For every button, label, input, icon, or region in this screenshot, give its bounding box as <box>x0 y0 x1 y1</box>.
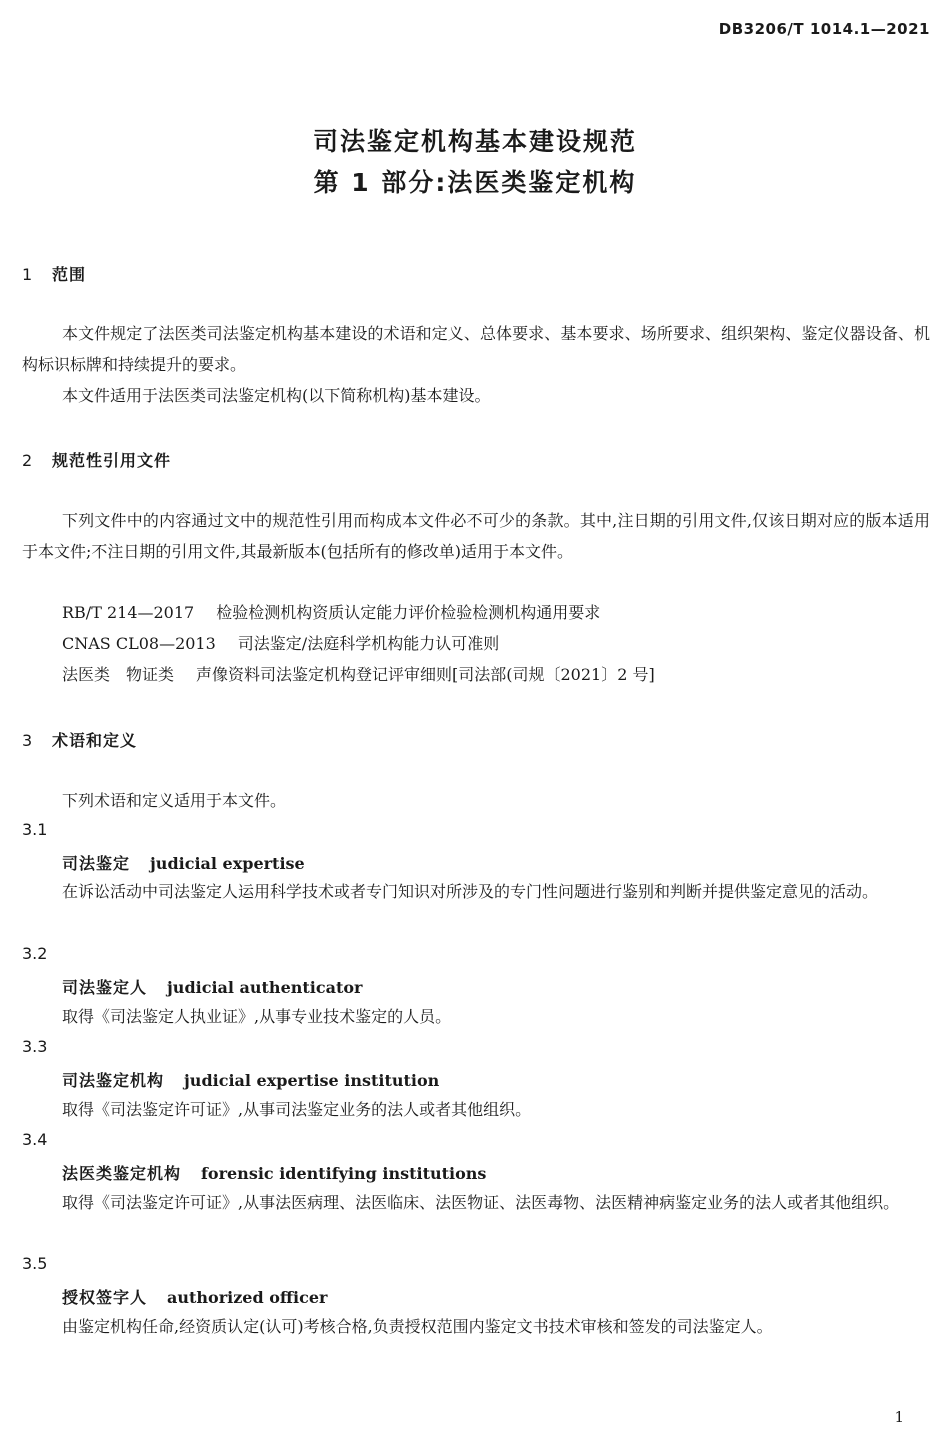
section-number: 3 <box>22 731 34 750</box>
section-title: 范围 <box>52 265 87 284</box>
term-zh: 司法鉴定人 <box>62 978 148 997</box>
term-entry <box>62 975 362 998</box>
section-number: 2 <box>22 451 34 470</box>
reference-item <box>62 598 600 628</box>
term-entry <box>62 1285 327 1308</box>
reference-code: CNAS CL08—2013 <box>62 634 216 653</box>
standard-code: DB3206/T 1014.1—2021 <box>718 20 930 38</box>
section-title: 术语和定义 <box>52 731 138 750</box>
section-title: 规范性引用文件 <box>52 451 172 470</box>
term-en: judicial authenticator <box>167 978 363 997</box>
clause-number: 3.5 <box>22 1254 48 1273</box>
term-definition: 由鉴定机构任命,经资质认定(认可)考核合格,负责授权范围内鉴定文书技术审核和签发的司法鉴定人。 <box>62 1317 773 1336</box>
term-en: judicial expertise <box>150 854 305 873</box>
term-definition: 取得《司法鉴定人执业证》,从事专业技术鉴定的人员。 <box>62 1007 452 1026</box>
reference-title: 声像资料司法鉴定机构登记评审细则[司法部(司规〔2021〕2 号] <box>196 665 655 684</box>
reference-title: 检验检测机构资质认定能力评价检验检测机构通用要求 <box>216 603 601 622</box>
term-en: authorized officer <box>167 1288 328 1307</box>
reference-title: 司法鉴定/法庭科学机构能力认可准则 <box>237 634 500 653</box>
page-number: 1 <box>894 1408 904 1426</box>
term-zh: 授权签字人 <box>62 1288 148 1307</box>
clause-number: 3.1 <box>22 820 48 839</box>
paragraph: 本文件规定了法医类司法鉴定机构基本建设的术语和定义、总体要求、基本要求、场所要求、组织架构、鉴定仪器设备、机构标识标牌和持续提升的要求。 <box>22 324 930 374</box>
reference-code: 法医类 物证类 <box>62 665 175 684</box>
term-definition: 在诉讼活动中司法鉴定人运用科学技术或者专门知识对所涉及的专门性问题进行鉴别和判断并提供鉴定意见的活动。 <box>62 882 879 901</box>
term-definition: 取得《司法鉴定许可证》,从事法医病理、法医临床、法医物证、法医毒物、法医精神病鉴定业务的法人或者其他组织。 <box>62 1193 900 1212</box>
clause-number: 3.3 <box>22 1037 48 1056</box>
term-zh: 司法鉴定 <box>62 854 131 873</box>
reference-code: RB/T 214—2017 <box>62 603 195 622</box>
term-entry <box>62 1161 486 1184</box>
document-title: 司法鉴定机构基本建设规范 <box>312 127 637 156</box>
term-zh: 司法鉴定机构 <box>62 1071 165 1090</box>
paragraph: 下列文件中的内容通过文中的规范性引用而构成本文件必不可少的条款。其中,注日期的引用文件,仅该日期对应的版本适用于本文件;不注日期的引用文件,其最新版本(包括所有的修改单)适用于本文件。 <box>22 511 930 561</box>
clause-number: 3.2 <box>22 944 48 963</box>
section-number: 1 <box>22 265 34 284</box>
term-definition: 取得《司法鉴定许可证》,从事司法鉴定业务的法人或者其他组织。 <box>62 1100 532 1119</box>
reference-item <box>62 629 499 659</box>
section-heading <box>22 262 86 285</box>
term-en: judicial expertise institution <box>184 1071 440 1090</box>
reference-item <box>62 660 655 690</box>
term-zh: 法医类鉴定机构 <box>62 1164 182 1183</box>
paragraph: 本文件适用于法医类司法鉴定机构(以下简称机构)基本建设。 <box>62 386 491 405</box>
term-en: forensic identifying institutions <box>201 1164 487 1183</box>
section-heading <box>22 448 171 471</box>
clause-number: 3.4 <box>22 1130 48 1149</box>
term-entry <box>62 851 305 874</box>
document-subtitle: 第 1 部分:法医类鉴定机构 <box>313 168 637 197</box>
term-entry <box>62 1068 439 1091</box>
paragraph: 下列术语和定义适用于本文件。 <box>62 791 287 810</box>
section-heading <box>22 728 137 751</box>
